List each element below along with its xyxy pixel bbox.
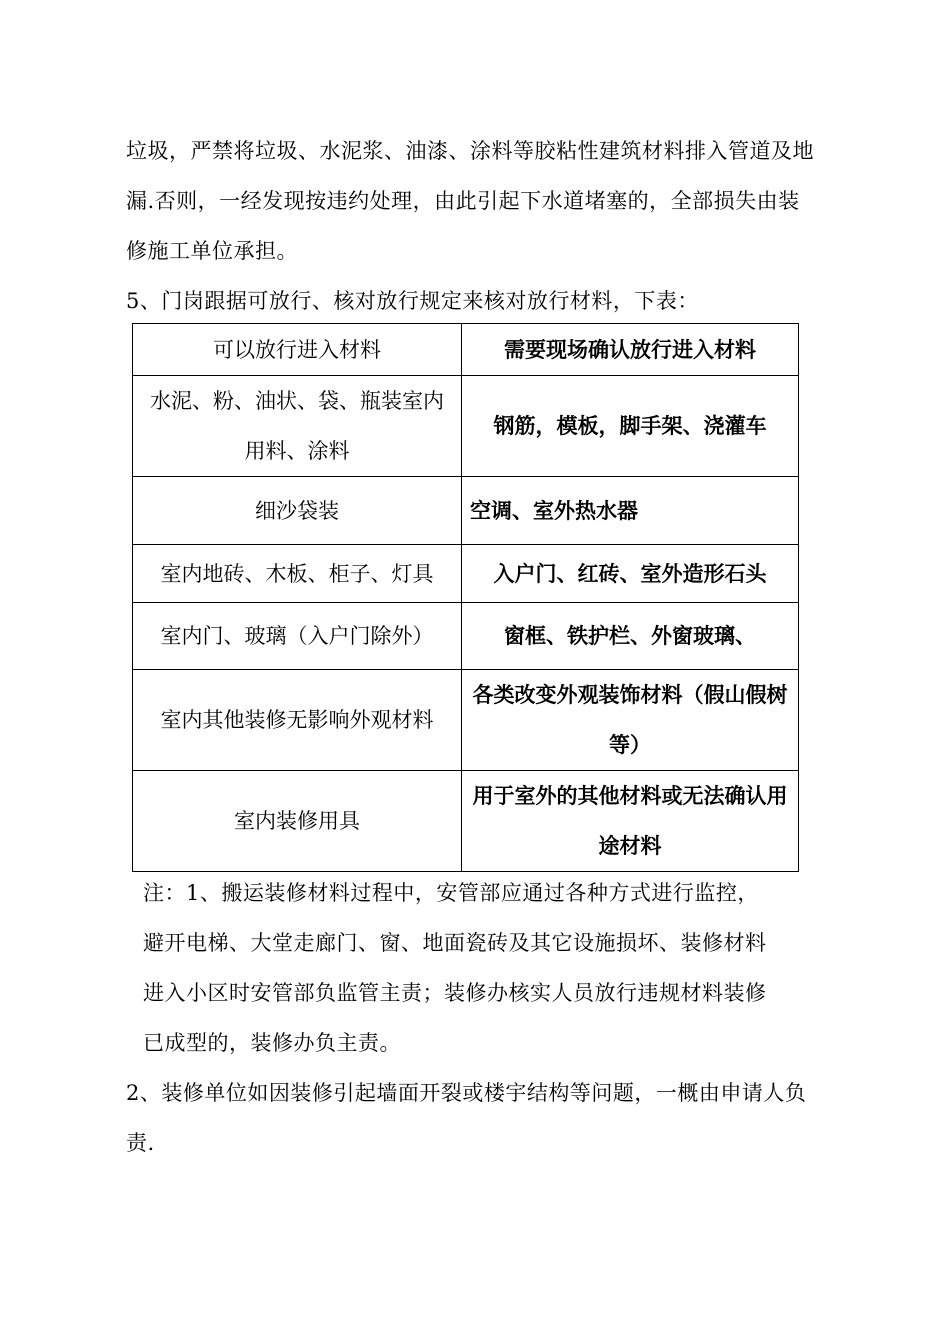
intro-paragraph-line-3: 修施工单位承担。 [126, 239, 298, 263]
note-1-line-2: 避开电梯、大堂走廊门、窗、地面瓷砖及其它设施损坏、装修材料 [143, 931, 767, 955]
table-row [133, 477, 799, 545]
table-row [133, 771, 799, 872]
table-cell-confirm: 各类改变外观装饰材料（假山假树等） [462, 670, 799, 771]
table-row [133, 670, 799, 771]
intro-paragraph-line-1: 垃圾，严禁将垃圾、水泥浆、油漆、涂料等胶粘性建筑材料排入管道及地 [126, 139, 814, 163]
note-2-line-2: 责. [126, 1131, 155, 1155]
table-header-row [133, 324, 799, 376]
intro-paragraph-line-2: 漏.否则，一经发现按违约处理，由此引起下水道堵塞的，全部损失由装 [126, 189, 800, 213]
table-cell-allowed: 室内装修用具 [133, 771, 462, 872]
table-cell-allowed: 水泥、粉、油状、袋、瓶装室内用料、涂料 [133, 376, 462, 477]
materials-table [132, 323, 799, 872]
note-1-line-3: 进入小区时安管部负监管主责；装修办核实人员放行违规材料装修 [143, 981, 767, 1005]
note-1-line-1: 注：1、搬运装修材料过程中，安管部应通过各种方式进行监控， [143, 881, 759, 905]
table-cell-allowed: 细沙袋装 [133, 477, 462, 545]
table-cell-confirm: 空调、室外热水器 [462, 477, 799, 545]
header-allowed-materials: 可以放行进入材料 [133, 324, 462, 376]
table-cell-allowed: 室内地砖、木板、柜子、灯具 [133, 545, 462, 603]
table-cell-confirm: 窗框、铁护栏、外窗玻璃、 [462, 603, 799, 670]
table-row [133, 545, 799, 603]
table-row [133, 376, 799, 477]
item-5-paragraph: 5、门岗跟据可放行、核对放行规定来核对放行材料，下表： [126, 289, 699, 313]
table-cell-allowed: 室内其他装修无影响外观材料 [133, 670, 462, 771]
table-cell-confirm: 钢筋，模板，脚手架、浇灌车 [462, 376, 799, 477]
note-2-line-1: 2、装修单位如因装修引起墙面开裂或楼宇结构等问题，一概由申请人负 [126, 1081, 807, 1105]
table-cell-confirm: 用于室外的其他材料或无法确认用途材料 [462, 771, 799, 872]
table-cell-allowed: 室内门、玻璃（入户门除外） [133, 603, 462, 670]
note-1-line-4: 已成型的，装修办负主责。 [143, 1031, 401, 1055]
table-cell-confirm: 入户门、红砖、室外造形石头 [462, 545, 799, 603]
table-row [133, 603, 799, 670]
header-confirm-materials: 需要现场确认放行进入材料 [462, 324, 799, 376]
